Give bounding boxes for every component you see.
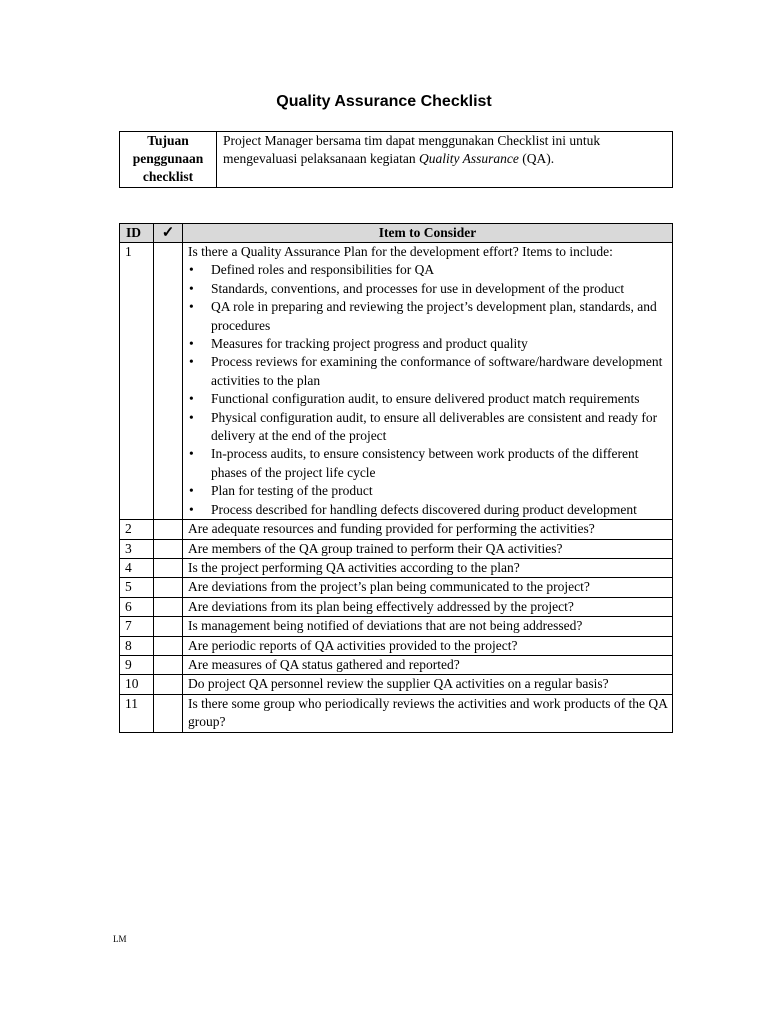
- row-checkbox-cell[interactable]: [154, 655, 183, 674]
- row-id: 10: [120, 675, 154, 694]
- id-column-header: ID: [120, 224, 154, 243]
- row-question: Are measures of QA status gathered and reported?: [188, 656, 460, 672]
- item-bullet: • Plan for testing of the product: [188, 482, 669, 500]
- row-checkbox-cell[interactable]: [154, 636, 183, 655]
- checklist-row: [120, 539, 673, 558]
- row-question: Are periodic reports of QA activities provided to the project?: [188, 637, 518, 653]
- row-id: 7: [120, 617, 154, 636]
- checklist-row: [120, 520, 673, 539]
- row-id: 2: [120, 520, 154, 539]
- row-question-cell: [183, 578, 673, 597]
- purpose-table: [119, 131, 673, 188]
- row-question-cell: [183, 539, 673, 558]
- purpose-label-line: checklist: [142, 169, 194, 184]
- row-question: Is there some group who periodically reviews the activities and work products of the QA group?: [188, 695, 668, 730]
- row-checkbox-cell[interactable]: [154, 675, 183, 694]
- row-question-cell: [183, 655, 673, 674]
- row-question: Are deviations from its plan being effectively addressed by the project?: [188, 598, 574, 614]
- checklist-row: [120, 578, 673, 597]
- row-question-cell: [183, 636, 673, 655]
- checklist-row: [120, 636, 673, 655]
- row-question: Are adequate resources and funding provided for performing the activities?: [188, 521, 595, 537]
- row-question: Do project QA personnel review the supplier QA activities on a regular basis?: [188, 676, 609, 692]
- purpose-label: [120, 132, 217, 188]
- purpose-text: [217, 132, 673, 188]
- row-id: 9: [120, 655, 154, 674]
- checklist-body: [120, 243, 673, 733]
- purpose-text-main: Project Manager bersama tim dapat menggunakan Checklist ini untuk mengevaluasi pelaksanaan kegiatan: [223, 133, 601, 166]
- purpose-label-line: penggunaan: [132, 151, 204, 166]
- row-id: 1: [120, 243, 154, 520]
- item-bullet-list: [188, 261, 669, 519]
- checklist-header-row: [120, 224, 673, 243]
- row-id: 11: [120, 694, 154, 732]
- item-column-header: Item to Consider: [183, 224, 673, 243]
- item-bullet: • QA role in preparing and reviewing the project’s development plan, standards, and procedures: [188, 298, 669, 335]
- row-checkbox-cell[interactable]: [154, 597, 183, 616]
- checklist-row: [120, 694, 673, 732]
- item-bullet: • Physical configuration audit, to ensure all deliverables are consistent and ready for delivery at the end of the project: [188, 409, 669, 446]
- checklist-row: [120, 675, 673, 694]
- row-question-cell: [183, 558, 673, 577]
- row-question-cell: [183, 597, 673, 616]
- item-bullet: • Process described for handling defects discovered during product development: [188, 501, 669, 519]
- footer-mark: LM: [113, 934, 127, 944]
- row-question-cell: [183, 675, 673, 694]
- row-checkbox-cell[interactable]: [154, 520, 183, 539]
- checkmark-column-header: ✓: [154, 224, 183, 243]
- item-bullet: • Functional configuration audit, to ensure delivered product match requirements: [188, 390, 669, 408]
- checklist-row: [120, 617, 673, 636]
- checklist-row: [120, 558, 673, 577]
- row-question: Is the project performing QA activities according to the plan?: [188, 559, 520, 575]
- row-question: Are members of the QA group trained to perform their QA activities?: [188, 540, 563, 556]
- row-checkbox-cell[interactable]: [154, 558, 183, 577]
- checklist-row: [120, 655, 673, 674]
- item-bullet: • Measures for tracking project progress and product quality: [188, 335, 669, 353]
- row-checkbox-cell[interactable]: [154, 578, 183, 597]
- checklist-row: [120, 597, 673, 616]
- row-question: Is management being notified of deviations that are not being addressed?: [188, 618, 583, 634]
- item-bullet: • In-process audits, to ensure consistency between work products of the different phases of the project life cycle: [188, 445, 669, 482]
- row-id: 5: [120, 578, 154, 597]
- row-question-cell: [183, 694, 673, 732]
- row-checkbox-cell[interactable]: [154, 694, 183, 732]
- checklist-table: [119, 223, 673, 733]
- row-checkbox-cell[interactable]: [154, 617, 183, 636]
- row-id: 8: [120, 636, 154, 655]
- checklist-row: [120, 243, 673, 520]
- purpose-text-italic: Quality Assurance: [419, 151, 519, 166]
- purpose-text-end: (QA).: [518, 151, 555, 166]
- row-checkbox-cell[interactable]: [154, 243, 183, 520]
- row-id: 6: [120, 597, 154, 616]
- row-question-cell: [183, 617, 673, 636]
- row-question: Are deviations from the project’s plan being communicated to the project?: [188, 579, 590, 595]
- item-bullet: • Defined roles and responsibilities for QA: [188, 261, 669, 279]
- purpose-label-line: Tujuan: [147, 133, 189, 148]
- row-id: 3: [120, 539, 154, 558]
- row-id: 4: [120, 558, 154, 577]
- row-question: Is there a Quality Assurance Plan for the development effort? Items to include:: [188, 244, 613, 259]
- item-bullet: • Process reviews for examining the conformance of software/hardware development activities to the plan: [188, 353, 669, 390]
- document-title: Quality Assurance Checklist: [276, 93, 492, 110]
- row-checkbox-cell[interactable]: [154, 539, 183, 558]
- item-bullet: • Standards, conventions, and processes for use in development of the product: [188, 280, 669, 298]
- row-question-cell: [183, 243, 673, 520]
- row-question-cell: [183, 520, 673, 539]
